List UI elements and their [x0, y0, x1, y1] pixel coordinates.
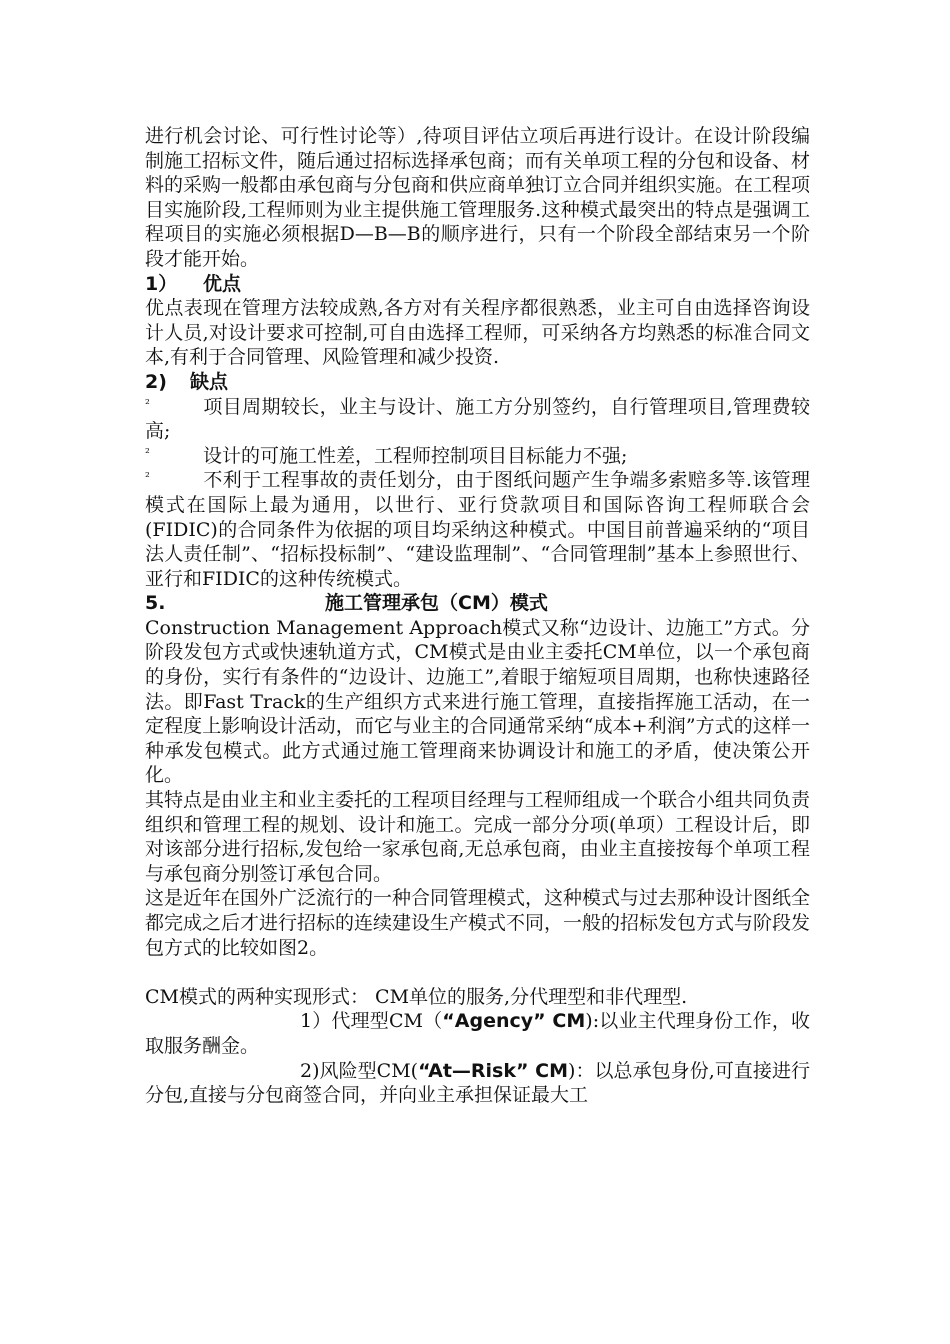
form-name: “Agency” CM	[442, 1010, 586, 1033]
intro-paragraph: 进行机会讨论、可行性讨论等）,待项目评估立项后再进行设计。在设计阶段编制施工招标文件，随后通过招标选择承包商；而有关单项工程的分包和设备、材料的采购一般都由承包商与分包商和供应商单独订立合同并组织实施。在工程项目实施阶段,工程师则为业主提供施工管理服务.这种模式最突出的特点是强调工程项目的实施必须根据D—B—B的顺序进行，只有一个阶段全部结束另一个阶段才能开始。	[145, 125, 811, 270]
document-page	[145, 124, 810, 1108]
bullet-marker: ²	[145, 445, 150, 460]
form-prefix: 2)风险型CM(	[300, 1059, 419, 1082]
heading-text: 优点	[203, 272, 242, 295]
heading-number: 1）	[145, 272, 178, 295]
bullet-text: 设计的可施工性差，工程师控制项目目标能力不强;	[203, 444, 628, 467]
cm-forms-intro: CM模式的两种实现形式： CM单位的服务,分代理型和非代理型.	[145, 985, 688, 1008]
heading-text: 施工管理承包（CM）模式	[325, 592, 548, 615]
heading-text: 缺点	[190, 370, 229, 393]
advantages-paragraph: 优点表现在管理方法较成熟,各方对有关程序都很熟悉，业主可自由选择咨询设计人员,对设计要求可控制,可自由选择工程师，可采纳各方均熟悉的标准合同文本,有利于合同管理、风险管理和减少投资.	[145, 297, 810, 369]
heading-advantages	[145, 272, 810, 297]
bullet-item	[145, 395, 810, 444]
form-prefix: 1）代理型CM（	[300, 1010, 443, 1033]
bullet-item	[145, 468, 810, 591]
bullet-item	[145, 444, 810, 469]
blank-line	[145, 960, 810, 985]
heading-number: 2)	[145, 370, 167, 393]
cm-form-agency	[145, 1009, 810, 1058]
form-description: )：以总承包身份,可直接进行分包,直接与分包商签合同，并向业主承担保证最大工	[145, 1059, 811, 1107]
bullet-marker: ²	[145, 396, 150, 411]
bullet-text: 项目周期较长，业主与设计、施工方分别签约，自行管理项目,管理费较高;	[145, 395, 810, 443]
bullet-marker: ²	[145, 470, 150, 485]
form-name: “At—Risk” CM	[418, 1059, 568, 1082]
cm-paragraph-3: 这是近年在国外广泛流行的一种合同管理模式，这种模式与过去那种设计图纸全都完成之后才进行招标的连续建设生产模式不同，一般的招标发包方式与阶段发包方式的比较如图2。	[145, 887, 811, 959]
heading-number: 5.	[145, 592, 166, 615]
form-description: ):以业主代理身份工作，收取服务酬金。	[145, 1010, 810, 1057]
cm-paragraph-2: 其特点是由业主和业主委托的工程项目经理与工程师组成一个联合小组共同负责组织和管理工程的规划、设计和施工。完成一部分分项(单项）工程设计后，即对该部分进行招标,发包给一家承包商,无总承包商，由业主直接按每个单项工程与承包商分别签订承包合同。	[145, 789, 811, 885]
heading-disadvantages	[145, 370, 810, 395]
cm-form-at-risk	[145, 1059, 810, 1108]
cm-paragraph-1: Construction Management Approach模式又称“边设计、边施工”方式。分阶段发包方式或快速轨道方式，CM模式是由业主委托CM单位，以一个承包商的身份，实行有条件的“边设计、边施工”,着眼于缩短项目周期，也称快速路径法。即Fast Track的生产组织方式来进行施工管理，直接指挥施工活动，在一定程度上影响设计活动，而它与业主的合同通常采纳“成本+利润”方式的这样一种承发包模式。此方式通过施工管理商来协调设计和施工的矛盾，使决策公开化。	[145, 616, 810, 787]
bullet-text: 不利于工程事故的责任划分，由于图纸问题产生争端多索赔多等.该管理模式在国际上最为通用，以世行、亚行贷款项目和国际咨询工程师联合会(FIDIC)的合同条件为依据的项目均采纳这种模式。中国目前普遍采纳的“项目法人责任制”、“招标投标制”、“建设监理制”、“合同管理制”基本上参照世行、亚行和FIDIC的这种传统模式。	[145, 469, 810, 590]
section-heading-cm	[145, 591, 810, 616]
